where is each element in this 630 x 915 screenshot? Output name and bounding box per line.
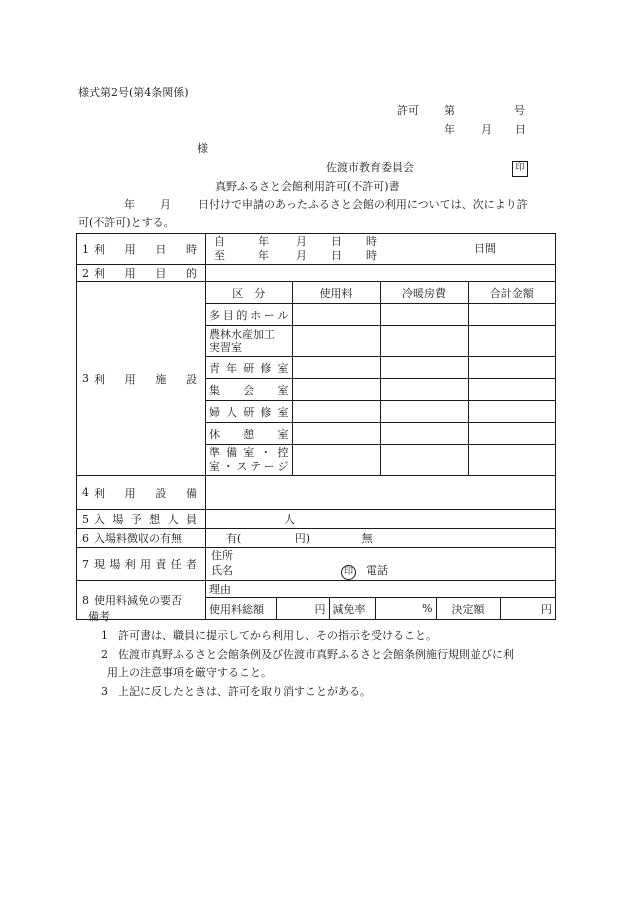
note-2-continued: 用上の注意事項を厳守すること。 [107,666,272,679]
aircon-cell[interactable] [380,423,468,445]
row-expected-attendance: 5 入 場 予 想 人 員 人 [77,510,556,529]
from-label: 自 [214,235,225,248]
facility-row [206,445,555,476]
row-usage-datetime [77,234,556,265]
aircon-cell[interactable] [380,445,468,476]
fee-cell[interactable] [292,357,380,379]
row-label: 利 用 施 設 [94,372,197,386]
fee-cell[interactable] [292,423,380,445]
fee-cell[interactable] [292,445,380,476]
intro-text-2: 可(不許可)とする。 [78,216,175,229]
row-label: 利 用 日 時 [94,243,197,256]
facilities-table [206,282,555,475]
permit-label: 許可 [397,104,419,117]
equipment-field[interactable] [206,476,556,510]
facility-row [206,379,555,401]
facility-row [206,326,555,357]
note-1-number: 1 [101,629,108,642]
facility-name: 休 憩 室 [209,427,289,441]
total-cell[interactable] [468,304,555,326]
total-fee-field[interactable]: 円 [276,598,329,620]
fee-cell[interactable] [292,379,380,401]
row-label: 入場料徴収の有無 [94,532,182,545]
facility-name: 青 年 研 修 室 [209,361,289,375]
date-month: 月 [481,123,492,136]
aircon-cell[interactable] [380,326,468,357]
fee-yes-option[interactable]: 有( [226,532,242,545]
to-label: 至 [214,249,225,262]
total-cell[interactable] [468,445,555,476]
permit-go: 号 [514,104,525,117]
fee-no-option[interactable]: 無 [361,532,373,545]
intro-year: 年 [124,198,135,211]
facility-row [206,401,555,423]
name-label: 氏名 [211,564,233,577]
total-cell[interactable] [468,401,555,423]
attendance-field[interactable]: 人 [206,510,556,529]
note-2-number: 2 [101,648,108,661]
rate-field[interactable]: % [375,598,436,620]
fee-cell[interactable] [292,304,380,326]
form-number: 様式第2号(第4条関係) [78,86,189,99]
document-title: 真野ふるさと会館利用許可(不許可)書 [215,180,400,193]
row-label: 利 用 目 的 [94,267,197,280]
row-label: 入 場 予 想 人 員 [94,513,197,526]
total-cell[interactable] [468,357,555,379]
rate-label: 減免率 [329,598,375,620]
total-fee-label: 使用料総額 [206,598,276,620]
fee-cell[interactable] [292,401,380,423]
seal-square: 印 [512,160,528,177]
facility-row [206,423,555,445]
addressee-suffix: 様 [197,142,208,155]
facilities-header: 区 分 使用料 冷暖房費 合計金額 [206,282,555,304]
total-cell[interactable] [468,423,555,445]
row-facilities: 3 利 用 施 設 区 分 使用料 冷暖房費 合計金額 多 目 的 ホ ー ル 農林水産加工 実習室 青 年 研 修 室 集 会 室 婦 人 研 修 室 休 憩 室 準 備 室 ・ 控 室 ・ ス テ ー ジ [77,282,556,476]
facility-name: 婦 人 研 修 室 [209,405,289,419]
facility-name: 多 目 的 ホ ー ル [209,308,289,322]
purpose-field[interactable] [206,265,556,282]
note-3-number: 3 [101,685,108,698]
notes-heading: 備考 [88,610,110,623]
note-2: 佐渡市真野ふるさと会館条例及び佐渡市真野ふるさと会館条例施行規則並びに利 [118,648,514,661]
aircon-cell[interactable] [380,357,468,379]
total-cell[interactable] [468,379,555,401]
address-label: 住所 [211,549,233,562]
facility-name: 準 備 室 ・ 控 室 ・ ス テ ー ジ [206,445,292,476]
permit-dai: 第 [444,104,455,117]
row-label: 利 用 設 備 [94,486,197,500]
facility-name: 農林水産加工 実習室 [206,326,292,357]
row-number: 1 [82,242,89,256]
row-admission-fee: 6 入場料徴収の有無 有( 円) 無 [77,529,556,548]
row-label: 使用料減免の要否 [94,594,182,607]
decided-amount-label: 決定額 [436,598,500,620]
days-label: 日間 [474,242,496,255]
issuer: 佐渡市教育委員会 [326,161,414,174]
reduction-table [206,581,555,619]
facility-row [206,357,555,379]
site-manager-field[interactable] [206,548,556,581]
facility-row [206,304,555,326]
row-purpose: 2 利 用 目 的 [77,265,556,282]
phone-label: 電話 [366,564,388,577]
admission-fee-field[interactable]: 有( 円) 無 [206,529,556,548]
date-day: 日 [515,123,526,136]
note-3: 上記に反したときは、許可を取り消すことがある。 [118,685,371,698]
row-fee-reduction: 8 使用料減免の要否 理由 使用料総額 円 減免率 % 決定額 円 [77,581,556,620]
date-year: 年 [444,123,455,136]
aircon-cell[interactable] [380,401,468,423]
intro-text-1: 日付けで申請のあったふるさと会館の利用については、次により許 [198,198,528,211]
row-equipment: 4 利 用 設 備 [77,476,556,510]
aircon-cell[interactable] [380,304,468,326]
row-label: 現 場 利 用 責 任 者 [94,558,197,571]
row-site-manager: 7 現 場 利 用 責 任 者 住所 氏名 印 電話 [77,548,556,581]
usage-datetime-field[interactable]: 自 年 月 日 時 至 年 月 日 時 日間 [206,234,556,265]
total-cell[interactable] [468,326,555,357]
facility-name: 集 会 室 [209,383,289,397]
note-1: 許可書は、職員に提示してから利用し、その指示を受けること。 [118,629,437,642]
decided-amount-field[interactable]: 円 [500,598,555,620]
fee-cell[interactable] [292,326,380,357]
reason-field[interactable]: 理由 [206,581,555,598]
intro-month: 月 [160,198,171,211]
seal-round: 印 [341,565,356,580]
permit-table [76,233,556,620]
aircon-cell[interactable] [380,379,468,401]
